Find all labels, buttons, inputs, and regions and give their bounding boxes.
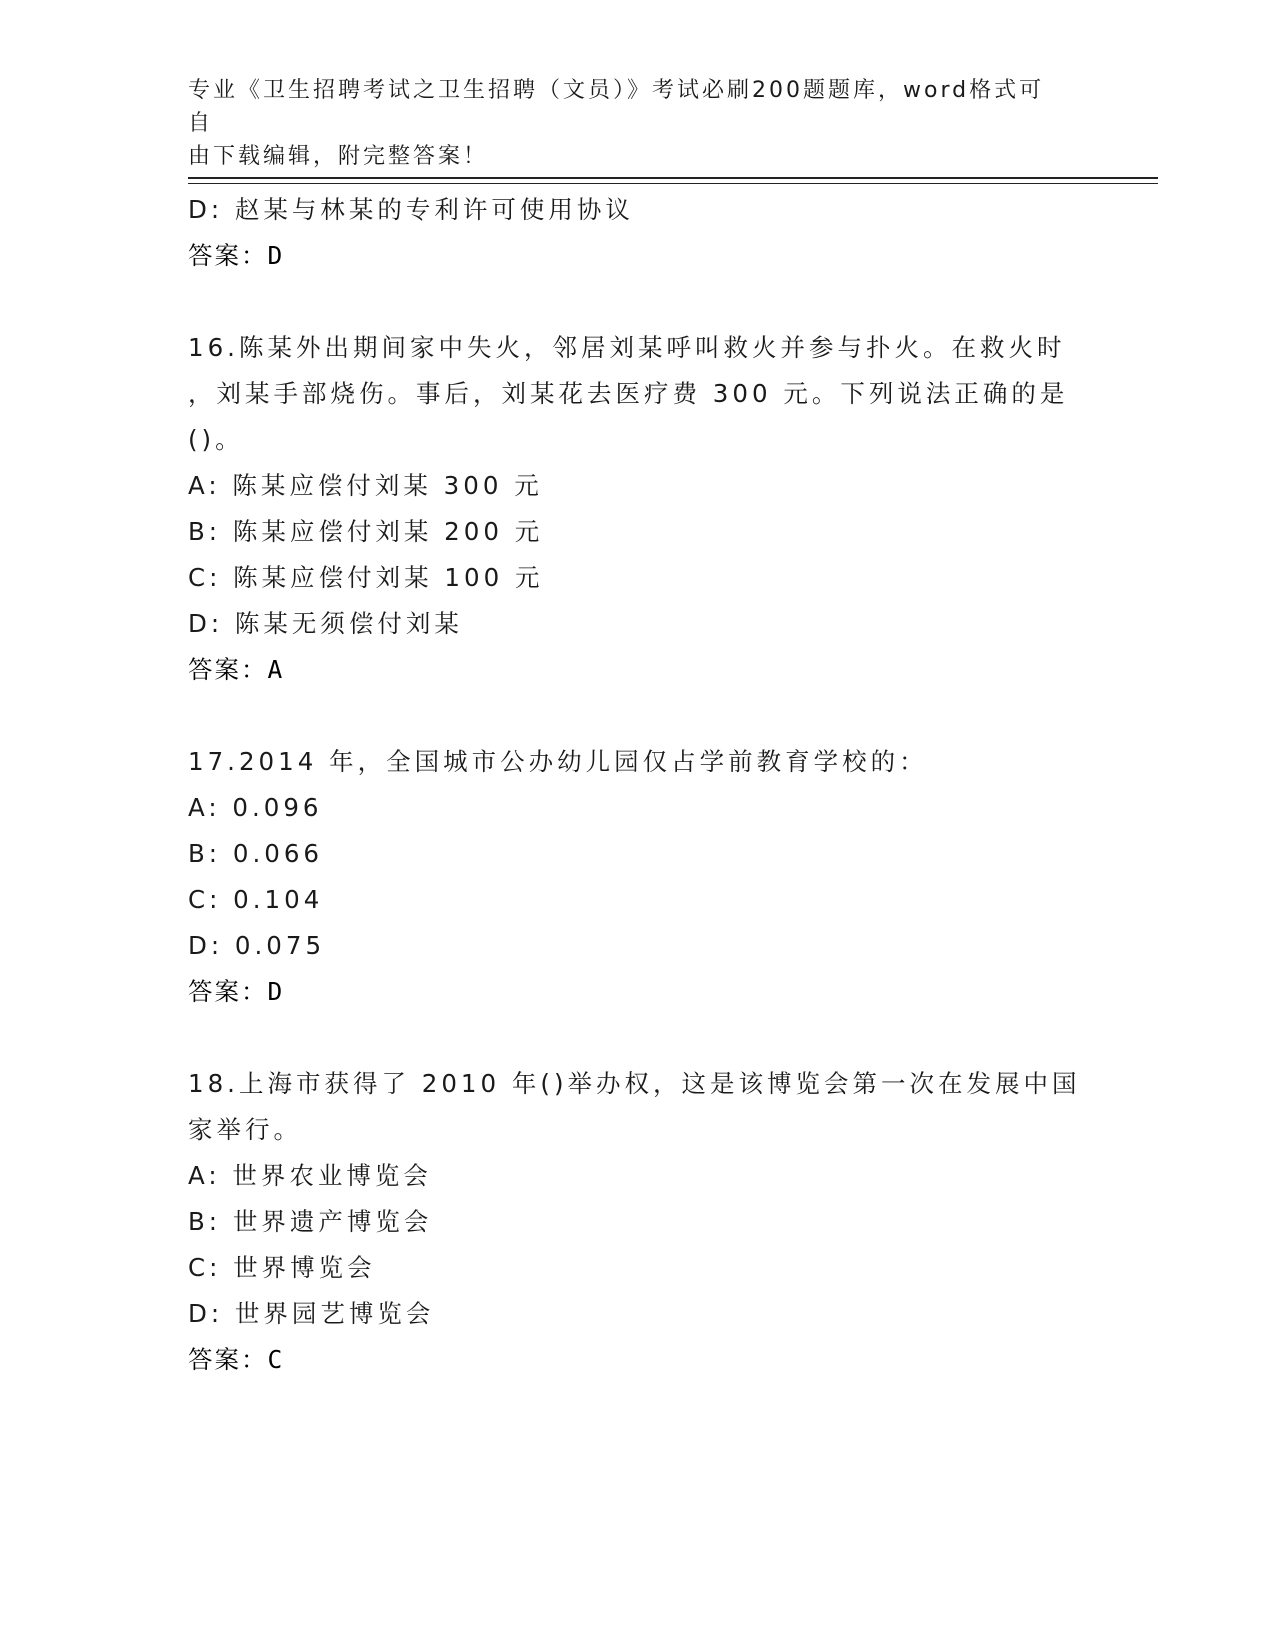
question-18 — [188, 1061, 1088, 1383]
option-d: D: 0.075 — [188, 931, 326, 960]
answer-label: 答案： — [188, 655, 268, 684]
answer-line — [188, 647, 1088, 693]
option-d: D: 赵某与林某的专利许可使用协议 — [188, 195, 634, 224]
option-c: C: 0.104 — [188, 885, 324, 914]
answer-value: D — [267, 977, 285, 1006]
header-divider-thick — [188, 177, 1158, 179]
question-17 — [188, 739, 1088, 1015]
spacer — [188, 693, 1088, 739]
option-c: C: 陈某应偿付刘某 100 元 — [188, 563, 544, 592]
question-stem-line: 17.2014 年，全国城市公办幼儿园仅占学前教育学校的： — [188, 747, 928, 776]
option-b: B: 0.066 — [188, 839, 323, 868]
option-d: D: 陈某无须偿付刘某 — [188, 609, 463, 638]
header-line-2: 由下载编辑，附完整答案！ — [188, 144, 489, 169]
document-body — [188, 187, 1088, 1383]
answer-line — [188, 1337, 1088, 1383]
answer-line — [188, 233, 1088, 279]
question-stem-line: ，刘某手部烧伤。事后，刘某花去医疗费 300 元。下列说法正确的是 — [188, 379, 1069, 408]
answer-value: D — [267, 241, 285, 270]
answer-label: 答案： — [188, 1345, 268, 1374]
option-a: A: 世界农业博览会 — [188, 1161, 432, 1190]
question-stem-line: 16.陈某外出期间家中失火，邻居刘某呼叫救火并参与扑火。在救火时 — [188, 333, 1066, 362]
question-stem-line: 家举行。 — [188, 1115, 302, 1144]
option-b: B: 世界遗产博览会 — [188, 1207, 433, 1236]
answer-value: C — [267, 1345, 285, 1374]
option-d: D: 世界园艺博览会 — [188, 1299, 435, 1328]
answer-value: A — [267, 655, 285, 684]
question-16 — [188, 325, 1088, 693]
header-line-1: 专业《卫生招聘考试之卫生招聘（文员）》考试必刷200题题库，word格式可自 — [188, 78, 1045, 136]
answer-label: 答案： — [188, 241, 268, 270]
document-header — [188, 74, 1068, 173]
header-divider-thin — [188, 183, 1158, 184]
question-stem-line: ()。 — [188, 425, 244, 454]
question-stem-line: 18.上海市获得了 2010 年()举办权，这是该博览会第一次在发展中国 — [188, 1069, 1081, 1098]
option-b: B: 陈某应偿付刘某 200 元 — [188, 517, 544, 546]
spacer — [188, 279, 1088, 325]
answer-line — [188, 969, 1088, 1015]
option-c: C: 世界博览会 — [188, 1253, 376, 1282]
option-a: A: 陈某应偿付刘某 300 元 — [188, 471, 543, 500]
previous-question-tail — [188, 187, 1088, 279]
spacer — [188, 1015, 1088, 1061]
answer-label: 答案： — [188, 977, 268, 1006]
option-a: A: 0.096 — [188, 793, 323, 822]
